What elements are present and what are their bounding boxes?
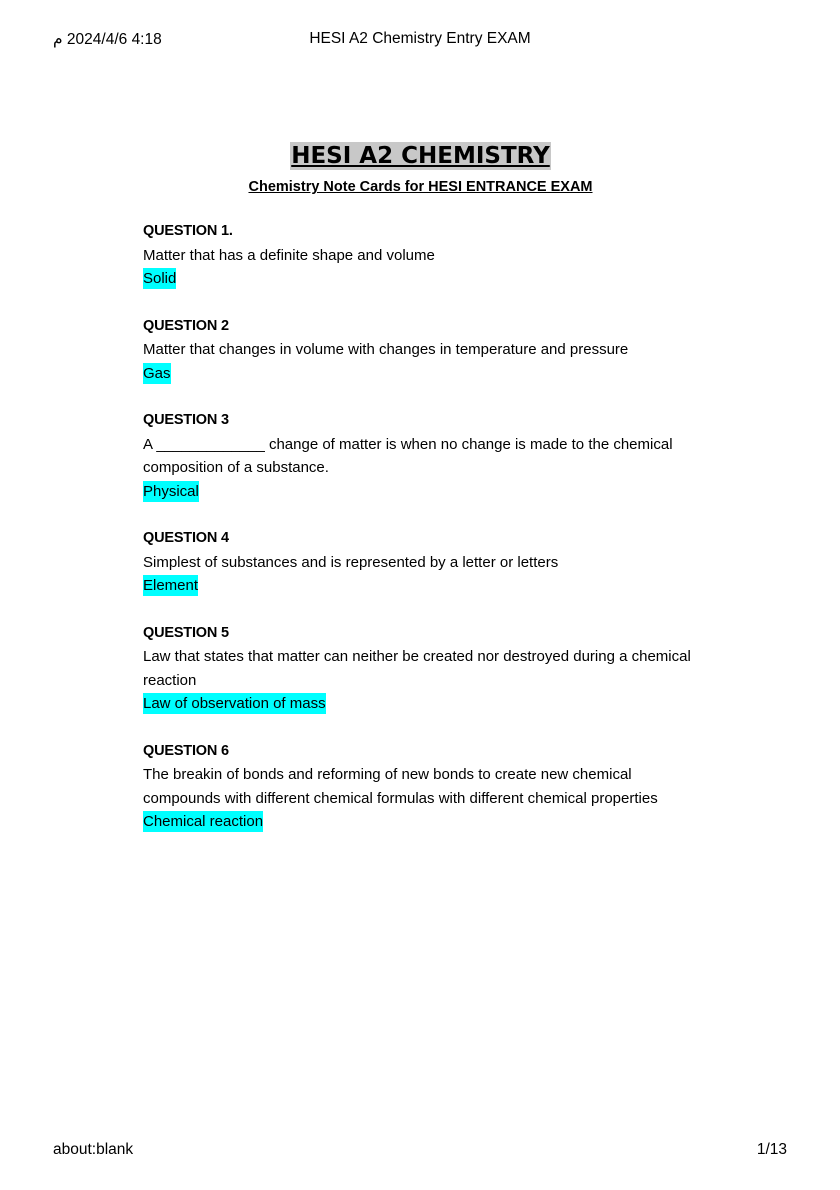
answer-highlight: Chemical reaction bbox=[143, 813, 264, 830]
question-list bbox=[143, 220, 698, 834]
question-text: The breakin of bonds and reforming of new bonds to create new chemical compounds with different chemical formulas with different chemical properties bbox=[143, 766, 658, 807]
question-label: QUESTION 2 bbox=[143, 317, 229, 334]
answer-highlight: Law of observation of mass bbox=[143, 695, 326, 712]
question-text: A _____________ change of matter is when no change is made to the chemical composition of a substance. bbox=[143, 435, 673, 476]
page-counter: 1/13 bbox=[756, 1141, 787, 1158]
question-label: QUESTION 4 bbox=[143, 530, 229, 546]
question-text: Law that states that matter can neither be created nor destroyed during a chemical reaction bbox=[143, 648, 691, 689]
question-text: Matter that has a definite shape and volume bbox=[143, 246, 435, 264]
question-text: Simplest of substances and is represented by a letter or letters bbox=[143, 553, 559, 571]
main-title-wrap bbox=[143, 142, 698, 172]
print-header bbox=[0, 30, 840, 50]
question-card bbox=[143, 409, 698, 503]
answer-highlight: Element bbox=[143, 577, 199, 594]
print-url: about:blank bbox=[53, 1141, 134, 1158]
question-text: Matter that changes in volume with changes in temperature and pressure bbox=[143, 341, 629, 358]
document-content bbox=[143, 142, 698, 858]
print-document-title: HESI A2 Chemistry Entry EXAM bbox=[309, 30, 531, 47]
question-label: QUESTION 3 bbox=[143, 412, 229, 428]
answer-highlight: Solid bbox=[143, 270, 177, 287]
print-footer bbox=[0, 1141, 840, 1161]
sub-title: Chemistry Note Cards for HESI ENTRANCE EXAM bbox=[248, 179, 593, 195]
question-card bbox=[143, 527, 698, 598]
question-card bbox=[143, 622, 698, 716]
answer-highlight: Gas bbox=[143, 364, 171, 382]
print-date: 4:18 2024/4/6 م bbox=[53, 31, 162, 48]
question-label: QUESTION 5 bbox=[143, 624, 229, 641]
question-card bbox=[143, 315, 698, 386]
main-title: HESI A2 CHEMISTRY bbox=[291, 143, 550, 169]
question-card bbox=[143, 740, 698, 834]
answer-highlight: Physical bbox=[143, 482, 199, 500]
question-label: QUESTION 1. bbox=[143, 223, 233, 239]
question-label: QUESTION 6 bbox=[143, 742, 229, 759]
question-card bbox=[143, 220, 698, 291]
